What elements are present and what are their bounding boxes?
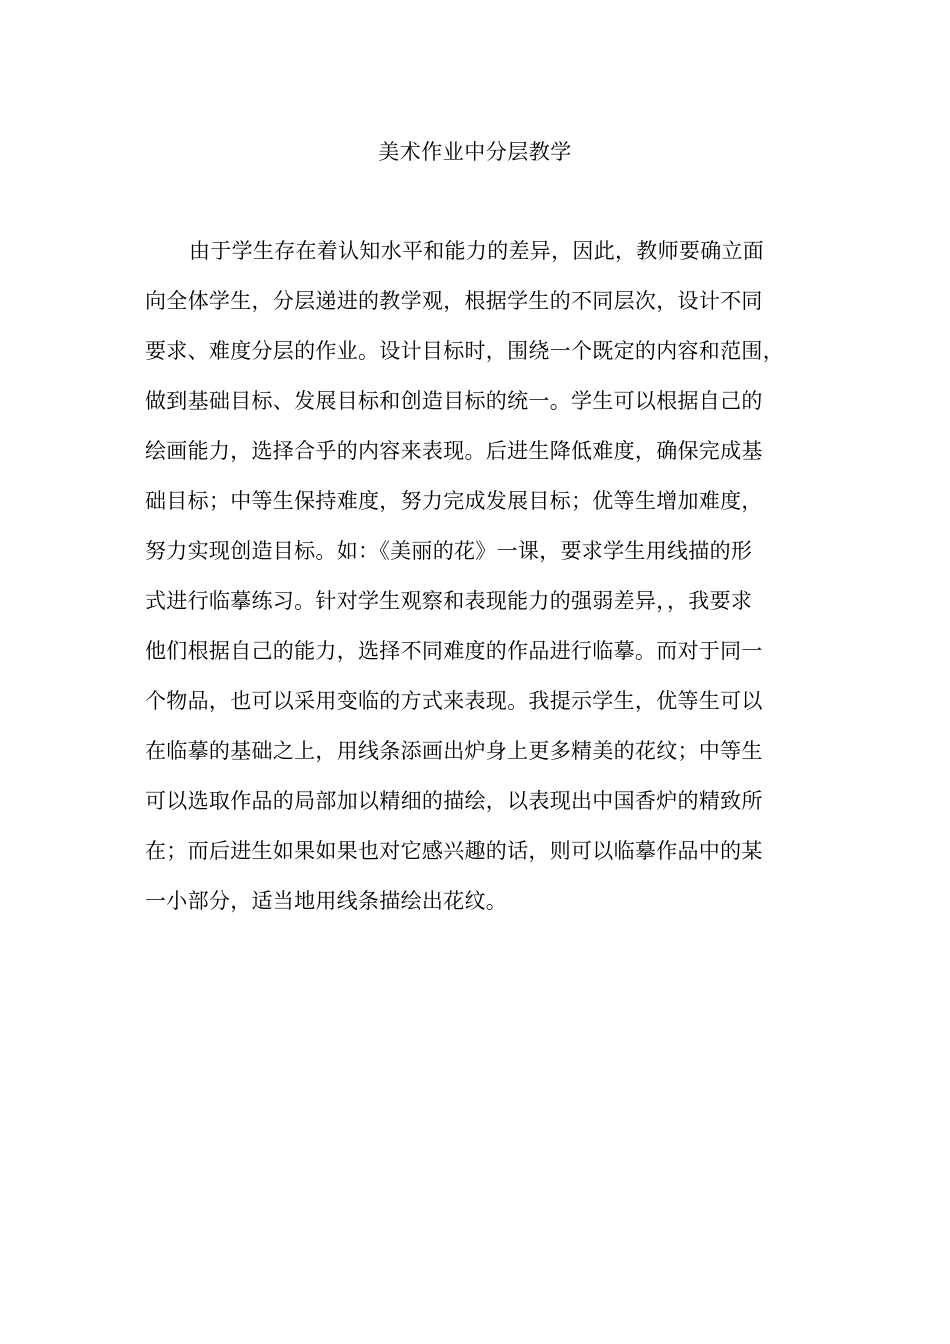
paragraph-line: 做到基础目标、发展目标和创造目标的统一。学生可以根据自己的 [145, 389, 763, 413]
paragraph-line: 努力实现创造目标。如：《美丽的花》一课，要求学生用线描的形 [145, 539, 753, 563]
paragraph-line: 可以选取作品的局部加以精细的描绘，以表现出中国香炉的精致所 [145, 789, 763, 813]
paragraph-line: 他们根据自己的能力，选择不同难度的作品进行临摹。而对于同一 [145, 639, 763, 663]
paragraph-line: 个物品，也可以采用变临的方式来表现。我提示学生，优等生可以 [145, 689, 763, 713]
paragraph-line: 由于学生存在着认知水平和能力的差异，因此，教师要确立面 [189, 239, 765, 263]
paragraph-line: 绘画能力，选择合乎的内容来表现。后进生降低难度，确保完成基 [145, 439, 763, 463]
document-body [145, 235, 810, 935]
paragraph-line: 在；而后进生如果如果也对它感兴趣的话，则可以临摹作品中的某 [145, 839, 763, 863]
paragraph-line: 向全体学生，分层递进的教学观，根据学生的不同层次，设计不同 [145, 289, 763, 313]
paragraph-line: 在临摹的基础之上，用线条添画出炉身上更多精美的花纹；中等生 [145, 739, 763, 763]
paragraph-line: 一小部分，适当地用线条描绘出花纹。 [145, 889, 508, 913]
paragraph-line: 要求、难度分层的作业。设计目标时，围绕一个既定的内容和范围， [145, 339, 784, 363]
paragraph-line: 础目标；中等生保持难度，努力完成发展目标；优等生增加难度， [145, 489, 763, 513]
paragraph-line: 式进行临摹练习。针对学生观察和表现能力的强弱差异，，我要求 [145, 589, 753, 613]
document-title: 美术作业中分层教学 [378, 140, 572, 164]
